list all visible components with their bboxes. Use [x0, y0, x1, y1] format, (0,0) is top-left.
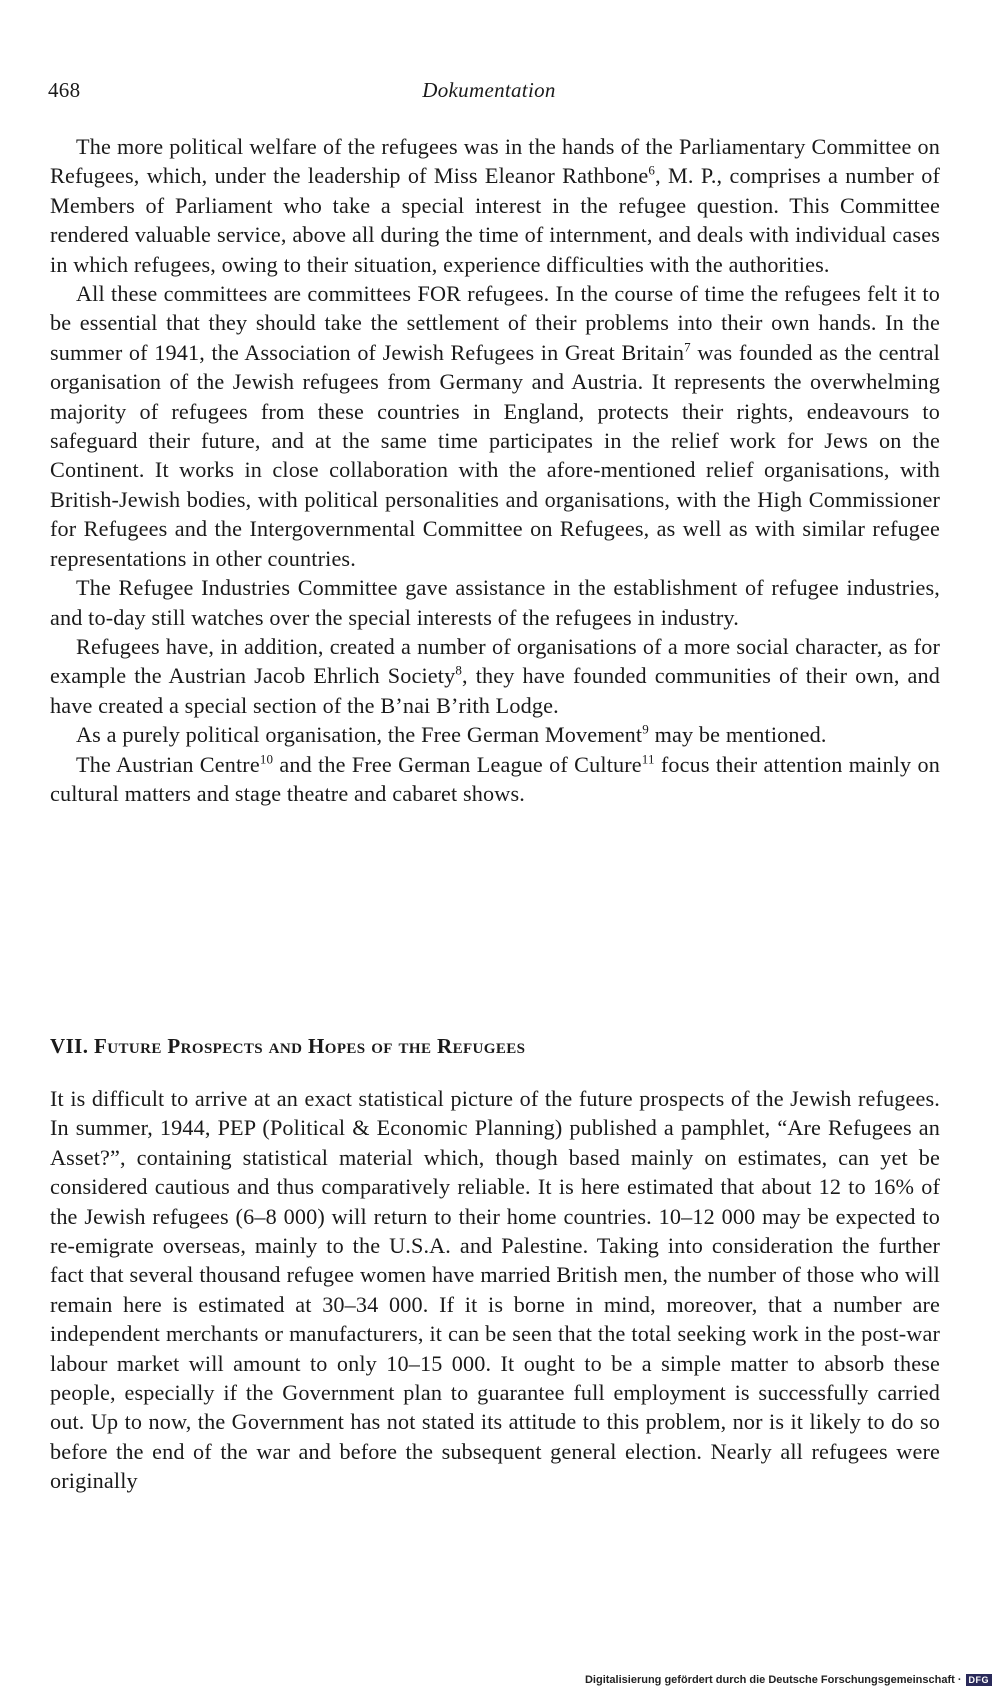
paragraph-cultural-centres: The Austrian Centre$^{10}$ and the Free German League of Culture$^{11}$ focus their attention mainly on cultural matters and stage theatre and cabaret shows. — [50, 751, 941, 806]
paragraph-association-jewish-refugees: All these committees are committees FOR refugees. In the course of time the refugees felt it to be essential that they should take the settlement of their problems into their own hands. In the summer of 1941, the Association of Jewish Refugees in Great Britain$^7$ was founded as the central organisation of the Jewish refugees from Germany and Austria. It represents the overwhelming majority of refugees from these countries in England, protects their rights, endeavours to safeguard their future, and at the same time participates in the relief work for Jews on the Continent. It works in close collaboration with the afore-mentioned relief organisations, with British-Jewish bodies, with political personalities and organisations, with the High Commissioner for Refugees and the Intergovernmental Committee on Refugees, as well as with similar refugee representations in other countries. — [50, 281, 940, 571]
page-number: 468 — [48, 78, 81, 102]
paragraph-parliamentary-committee: The more political welfare of the refugees was in the hands of the Parliamentary Committee on Refugees, which, under the leadership of Miss Eleanor Rathbone$^6$, M. P., comprises a number of Members of Parliament who take a special interest in the refugee question. This Committee rendered valuable service, above all during the time of internment, and deals with individual cases in which refugees, owing to their situation, experience difficulties with the authorities. — [50, 134, 940, 277]
paragraph-refugee-industries: The Refugee Industries Committee gave assistance in the establishment of refugee industries, and to-day still watches over the special interests of the refugees in industry. — [50, 575, 940, 630]
section-number: VII. — [50, 1034, 89, 1058]
footer-text: Digitalisierung gefördert durch die Deutsche Forschungsgemeinschaft · — [584, 1674, 962, 1686]
section-heading — [50, 1034, 940, 1059]
paragraph-social-organisations: Refugees have, in addition, created a number of organisations of a more social character, as for example the Austrian Jacob Ehrlich Society$^8$, they have founded communities of their own, and have created a special section of the B’nai B’rith Lodge. — [50, 633, 940, 718]
footnote-ref[interactable]: 11 — [641, 751, 655, 767]
footnote-ref[interactable]: 10 — [259, 751, 274, 767]
section-body-2 — [50, 1084, 940, 1496]
dfg-logo: DFG — [966, 1674, 993, 1686]
section-body-1 — [50, 132, 940, 808]
footnote-ref[interactable]: 8 — [455, 662, 462, 678]
footnote-ref[interactable]: 7 — [684, 339, 691, 355]
paragraph-free-german-movement: As a purely political organisation, the Free German Movement$^9$ may be mentioned. — [76, 721, 827, 748]
running-title: Dokumentation — [422, 78, 556, 102]
digitization-footer — [585, 1674, 992, 1686]
page-header — [48, 78, 930, 110]
footnote-ref[interactable]: 9 — [642, 721, 649, 737]
paragraph-future-prospects: It is difficult to arrive at an exact statistical picture of the future prospects of the Jewish refugees. In summer, 1944, PEP (Political & Economic Planning) published a pamphlet, “Are Refugees an Asset?”, containing statistical material which, though based mainly on estimates, can yet be considered cautious and thus comparatively reliable. It is here estimated that about 12 to 16% of the Jewish refugees (6–8 000) will return to their home countries. 10–12 000 may be expected to re-emigrate overseas, mainly to the U.S.A. and Palestine. Taking into consideration the further fact that several thousand refugee women have married British men, the number of those who will remain here is estimated at 30–34 000. If it is borne in mind, moreover, that a number are independent merchants or manufacturers, it can be seen that the total seeking work in the post-war labour market will amount to only 10–15 000. It ought to be a simple matter to absorb these people, especially if the Government plan to guarantee full employment is successfully carried out. Up to now, the Government has not stated its attitude to this problem, nor is it likely to do so before the end of the war and before the subsequent general election. Nearly all refugees were originally — [50, 1086, 940, 1494]
section-title: Future Prospects and Hopes of the Refugees — [94, 1034, 526, 1058]
footnote-ref[interactable]: 6 — [648, 163, 656, 179]
